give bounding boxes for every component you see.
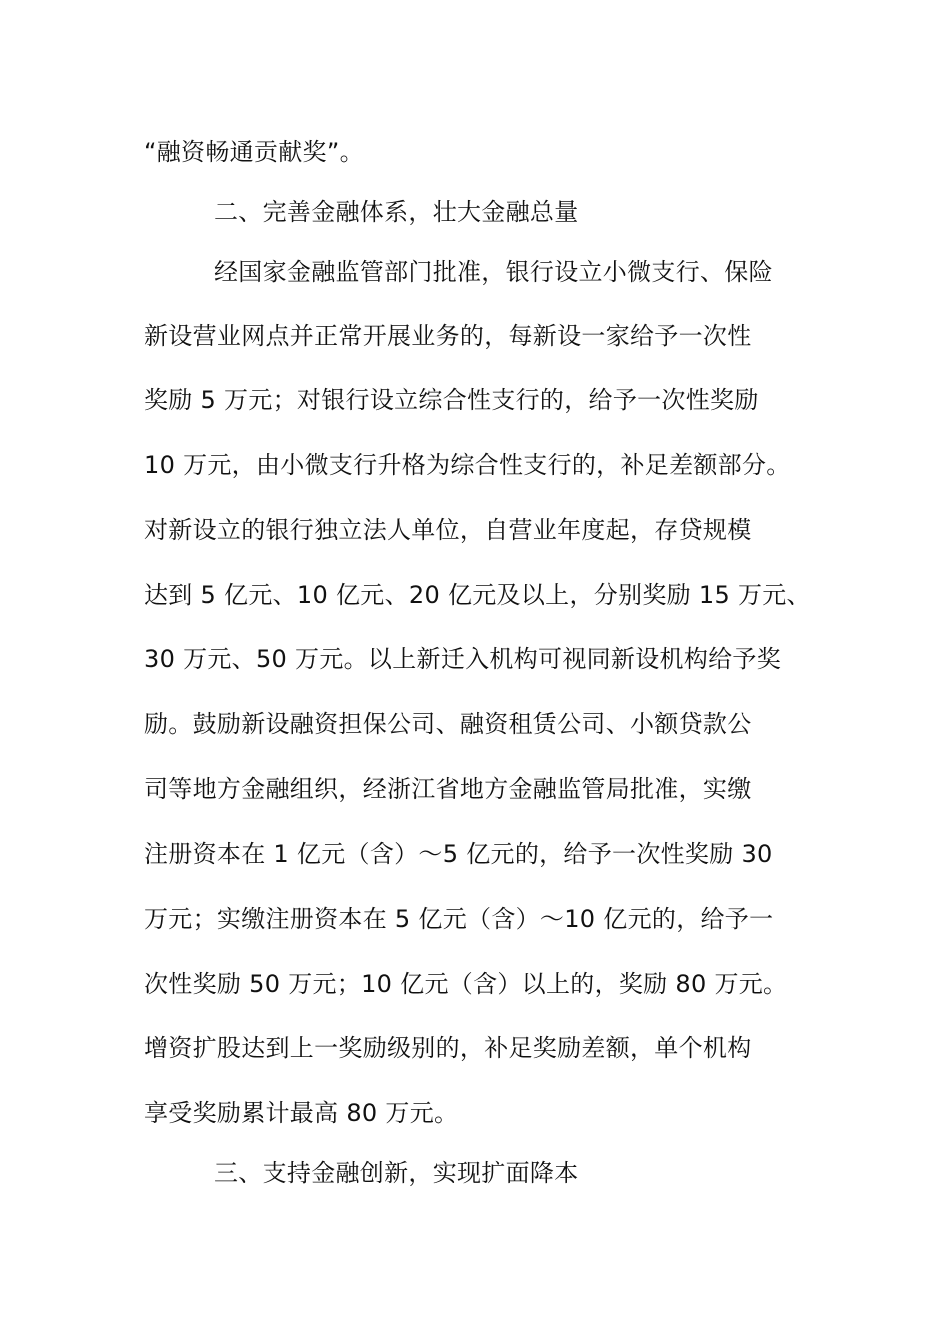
paragraph-line: 经国家金融监管部门批准，银行设立小微支行、保险: [214, 258, 773, 286]
paragraph-line: 达到 5 亿元、10 亿元、20 亿元及以上，分别奖励 15 万元、: [144, 581, 811, 609]
paragraph-line: 增资扩股达到上一奖励级别的，补足奖励差额，单个机构: [144, 1034, 752, 1062]
paragraph-line: 30 万元、50 万元。以上新迁入机构可视同新设机构给予奖: [144, 645, 782, 673]
section-heading: 二、完善金融体系，壮大金融总量: [214, 198, 579, 226]
paragraph-line: 励。鼓励新设融资担保公司、融资租赁公司、小额贷款公: [144, 710, 752, 738]
paragraph-line: 享受奖励累计最高 80 万元。: [144, 1099, 459, 1127]
paragraph-line: 司等地方金融组织，经浙江省地方金融监管局批准，实缴: [144, 775, 752, 803]
paragraph-line: 10 万元，由小微支行升格为综合性支行的，补足差额部分。: [144, 451, 791, 479]
paragraph-line: 奖励 5 万元；对银行设立综合性支行的，给予一次性奖励: [144, 386, 759, 414]
paragraph-line: 注册资本在 1 亿元（含）～5 亿元的，给予一次性奖励 30: [144, 840, 773, 868]
paragraph-line: 万元；实缴注册资本在 5 亿元（含）～10 亿元的，给予一: [144, 905, 774, 933]
paragraph-line: 次性奖励 50 万元；10 亿元（含）以上的，奖励 80 万元。: [144, 970, 788, 998]
paragraph-line: 对新设立的银行独立法人单位，自营业年度起，存贷规模: [144, 516, 752, 544]
paragraph-line: 新设营业网点并正常开展业务的，每新设一家给予一次性: [144, 322, 752, 350]
section-heading: 三、支持金融创新，实现扩面降本: [214, 1159, 579, 1187]
paragraph-line: “融资畅通贡献奖”。: [144, 138, 364, 166]
